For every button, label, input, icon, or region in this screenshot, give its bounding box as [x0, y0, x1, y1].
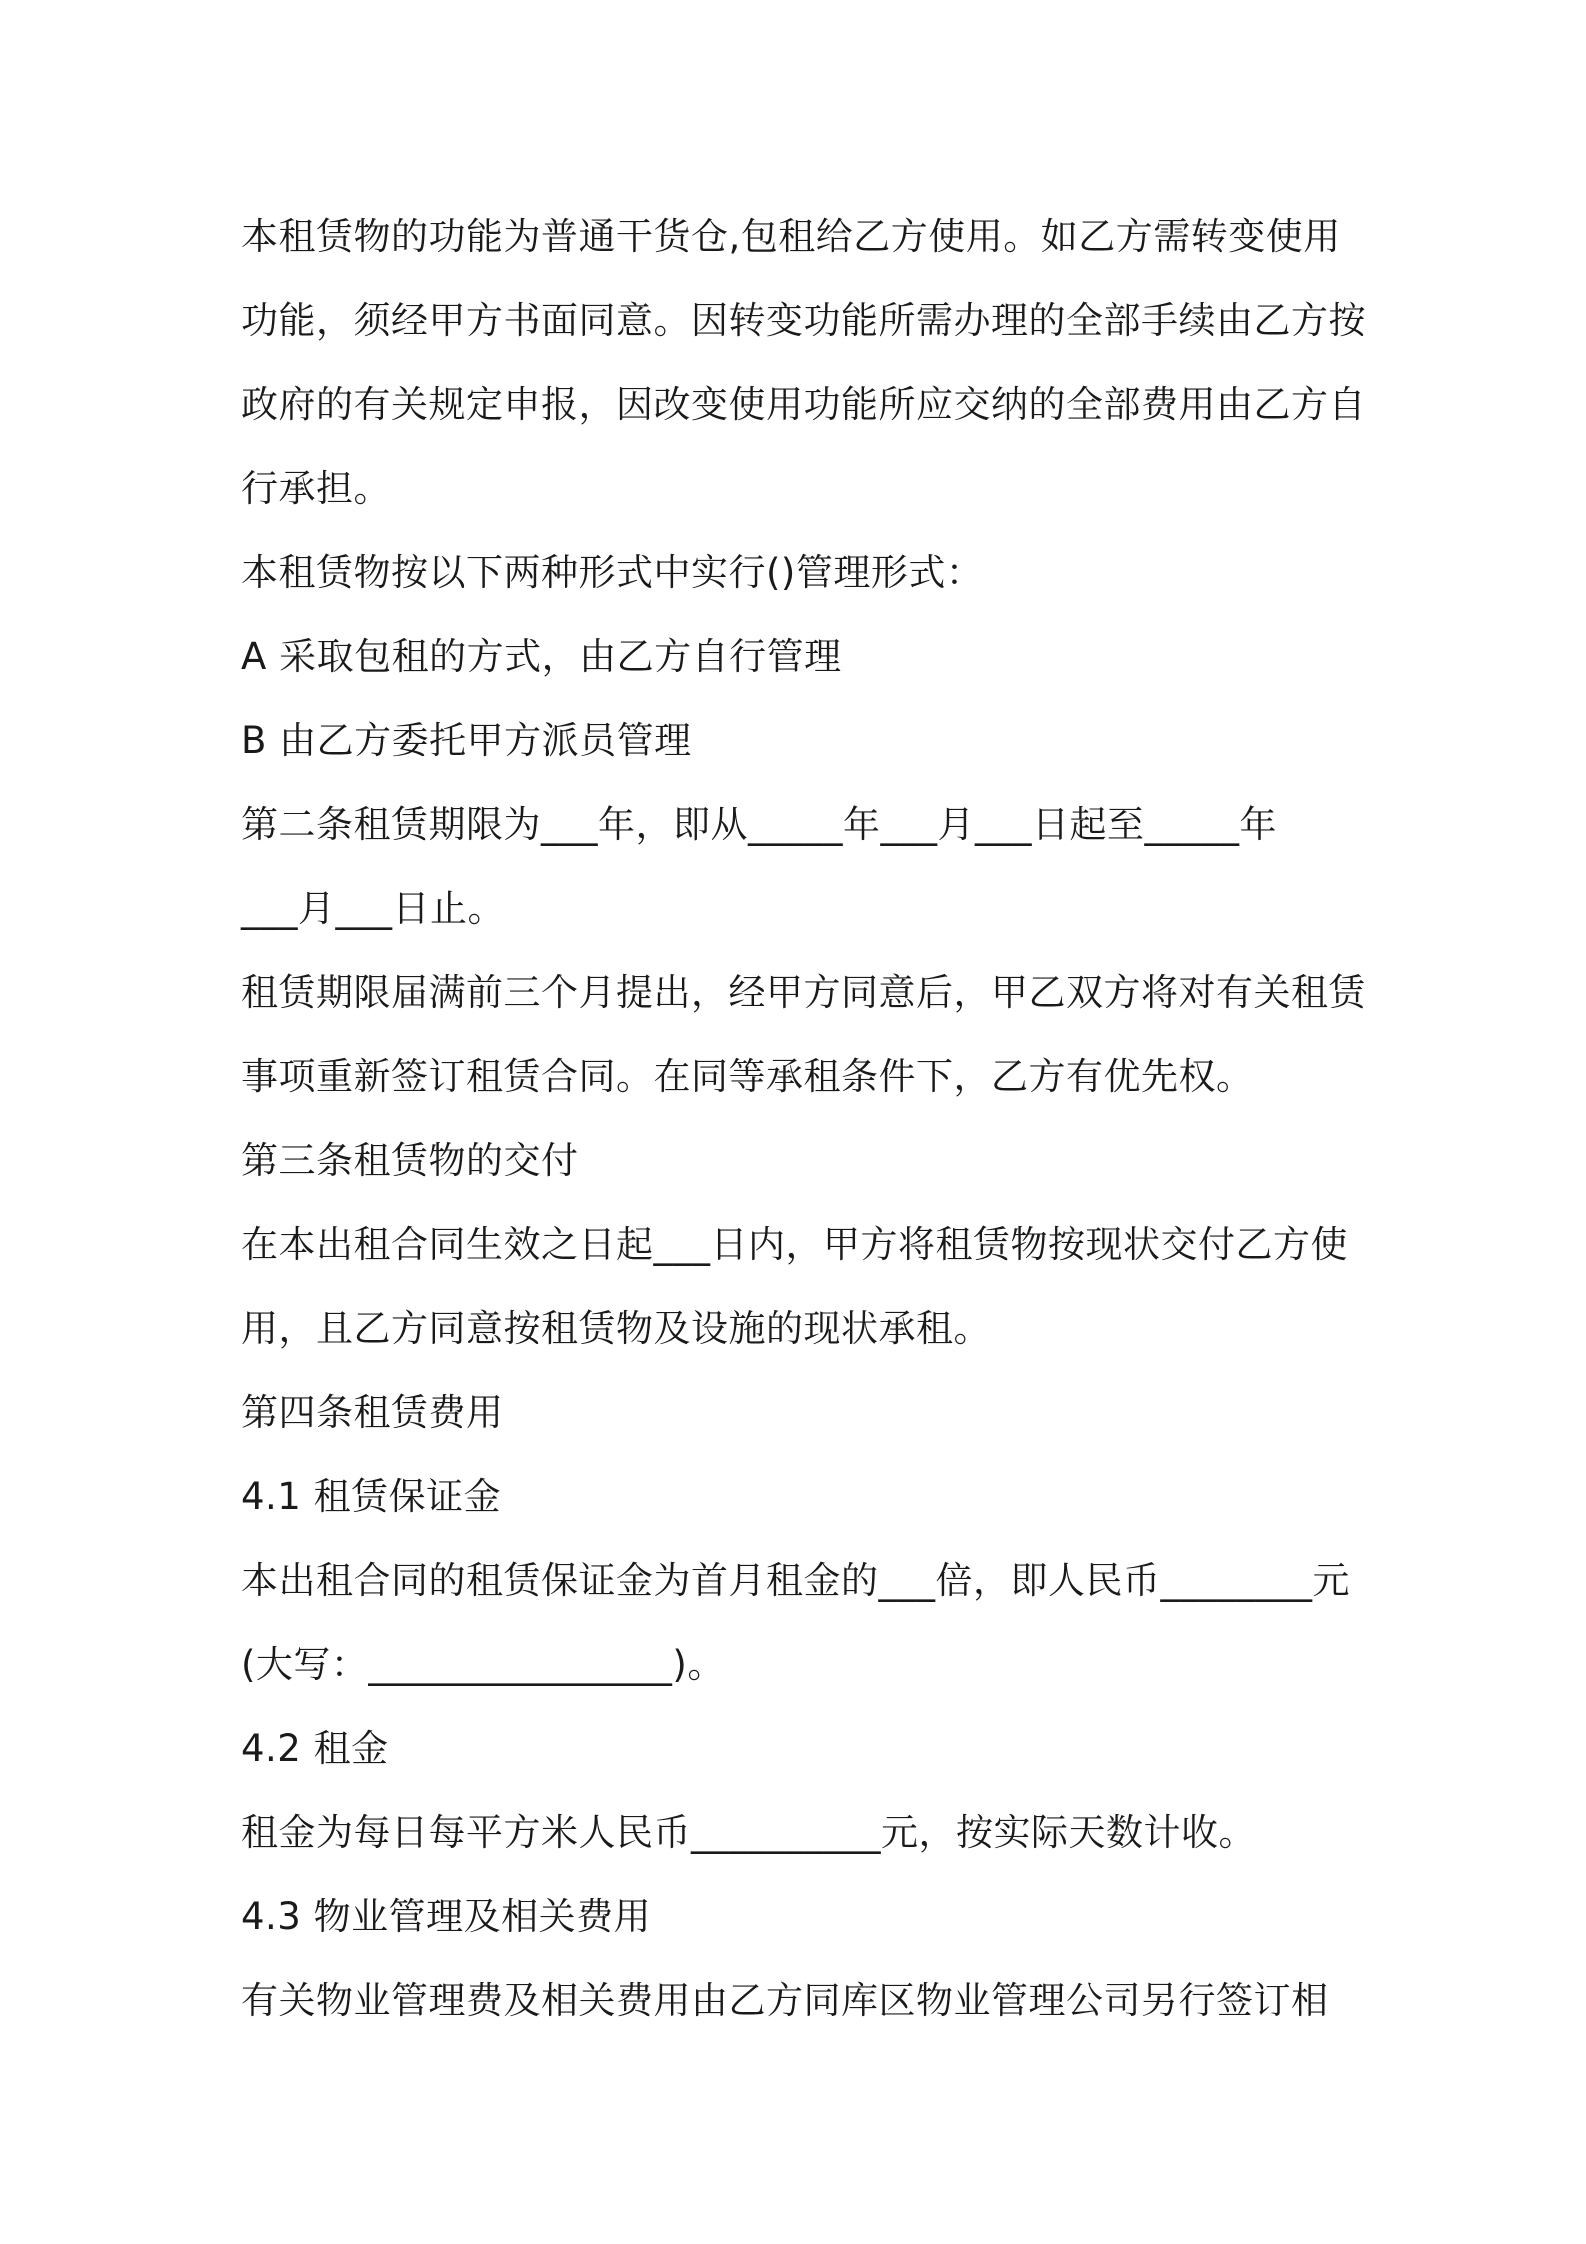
- paragraph-line: 本租赁物的功能为普通干货仓,包租给乙方使用。如乙方需转变使用: [241, 215, 1341, 258]
- section-4-2-heading: 4.2 租金: [241, 1727, 389, 1770]
- paragraph-line: 事项重新签订租赁合同。在同等承租条件下，乙方有优先权。: [241, 1055, 1254, 1098]
- section-4-3-heading: 4.3 物业管理及相关费用: [241, 1895, 652, 1938]
- document-body: [241, 195, 1371, 2043]
- article-2-line: 第二条租赁期限为___年，即从_____年___月___日起至_____年: [241, 803, 1277, 846]
- paragraph-line: 本租赁物按以下两种形式中实行()管理形式：: [241, 551, 984, 594]
- paragraph-line: 租赁期限届满前三个月提出，经甲方同意后，甲乙双方将对有关租赁: [241, 971, 1366, 1014]
- option-a-line: A 采取包租的方式，由乙方自行管理: [241, 635, 842, 678]
- paragraph-line: (大写：________________)。: [241, 1643, 725, 1686]
- paragraph-line: 行承担。: [241, 467, 391, 510]
- section-4-1-heading: 4.1 租赁保证金: [241, 1475, 502, 1518]
- paragraph-line: 在本出租合同生效之日起___日内，甲方将租赁物按现状交付乙方使: [241, 1223, 1348, 1266]
- paragraph-line: ___月___日止。: [241, 887, 505, 930]
- paragraph-line: 用，且乙方同意按租赁物及设施的现状承租。: [241, 1307, 991, 1350]
- paragraph-line: 租金为每日每平方米人民币__________元，按实际天数计收。: [241, 1811, 1256, 1854]
- option-b-line: B 由乙方委托甲方派员管理: [241, 719, 692, 762]
- paragraph-line: 政府的有关规定申报，因改变使用功能所应交纳的全部费用由乙方自: [241, 383, 1366, 426]
- article-3-heading: 第三条租赁物的交付: [241, 1139, 579, 1182]
- paragraph-line: 有关物业管理费及相关费用由乙方同库区物业管理公司另行签订相: [241, 1979, 1329, 2022]
- paragraph-line: 本出租合同的租赁保证金为首月租金的___倍，即人民币________元: [241, 1559, 1350, 1602]
- article-4-heading: 第四条租赁费用: [241, 1391, 504, 1434]
- paragraph-line: 功能，须经甲方书面同意。因转变功能所需办理的全部手续由乙方按: [241, 299, 1366, 342]
